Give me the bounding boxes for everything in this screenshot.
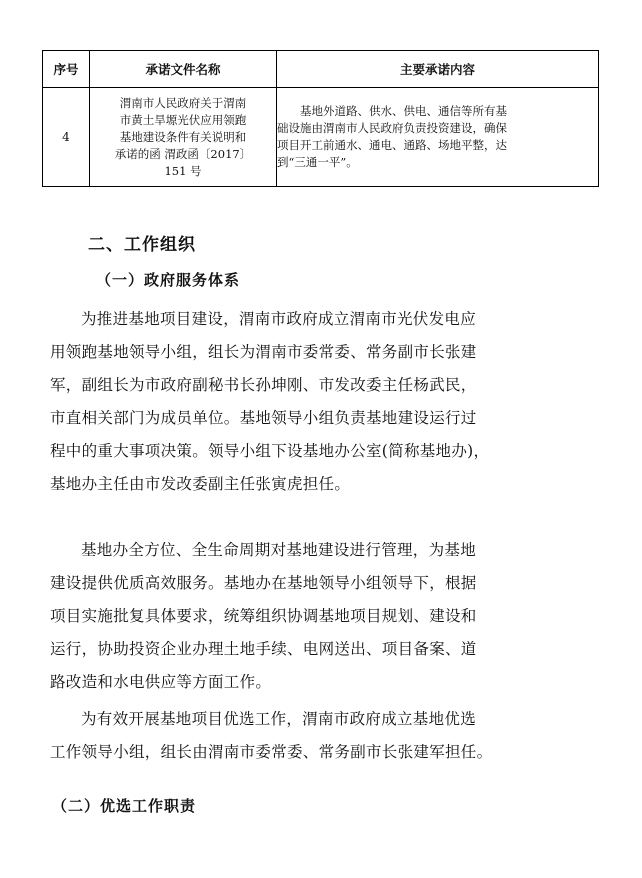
doc-name-line: 承诺的函 渭政函〔2017〕	[114, 146, 252, 161]
row-number: 4	[43, 88, 90, 187]
content-line: 基地外道路、供水、供电、通信等所有基	[300, 104, 507, 118]
section-heading: 二、工作组织	[88, 235, 196, 255]
paragraph-line: 工作领导小组，组长由渭南市委常委、常务副市长张建军担任。	[50, 743, 493, 761]
subsection-heading-selection-duties: （二）优选工作职责	[52, 797, 197, 815]
table-header-row	[43, 51, 599, 88]
paragraph-base-office	[50, 534, 596, 699]
paragraph-line: 建设提供优质高效服务。基地办在基地领导小组领导下，根据	[50, 574, 477, 592]
doc-name-line: 151 号	[164, 163, 202, 178]
subsection-heading-government-service: （一）政府服务体系	[96, 271, 241, 289]
header-main-content: 主要承诺内容	[277, 51, 599, 88]
paragraph-line: 用领跑基地领导小组，组长为渭南市委常委、常务副市长张建	[50, 343, 477, 361]
content-line: 项目开工前通水、通电、通路、场地平整，达	[277, 138, 507, 152]
paragraph-line: 为有效开展基地项目优选工作，渭南市政府成立基地优选	[81, 710, 477, 728]
commitment-table	[42, 50, 599, 187]
paragraph-line: 为推进基地项目建设，渭南市政府成立渭南市光伏发电应	[81, 310, 477, 328]
paragraph-line: 路改造和水电供应等方面工作。	[50, 673, 272, 691]
header-no: 序号	[43, 51, 90, 88]
row-document-name	[90, 88, 277, 187]
paragraph-line: 基地办主任由市发改委副主任张寅虎担任。	[50, 475, 351, 493]
content-line: 到“三通一平”。	[277, 155, 358, 169]
content-line: 础设施由渭南市人民政府负责投资建设，确保	[277, 121, 507, 135]
doc-name-line: 渭南市人民政府关于渭南	[119, 95, 247, 110]
header-document-name: 承诺文件名称	[90, 51, 277, 88]
paragraph-line: 市直相关部门为成员单位。基地领导小组负责基地建设运行过	[50, 409, 477, 427]
paragraph-line: 项目实施批复具体要求，统筹组织协调基地项目规划、建设和	[50, 607, 477, 625]
paragraph-leadership-group	[50, 303, 596, 501]
paragraph-line: 军，副组长为市政府副秘书长孙坤刚、市发改委主任杨武民，	[50, 376, 477, 394]
doc-name-line: 市黄土旱塬光伏应用领跑	[119, 112, 247, 127]
paragraph-line: 运行，协助投资企业办理土地手续、电网送出、项目备案、道	[50, 640, 477, 658]
paragraph-line: 程中的重大事项决策。领导小组下设基地办公室(简称基地办)，	[50, 442, 490, 460]
row-commitment-content	[277, 88, 599, 187]
paragraph-selection-group	[50, 703, 596, 769]
doc-name-line: 基地建设条件有关说明和	[119, 129, 247, 144]
table-row	[43, 88, 599, 187]
paragraph-line: 基地办全方位、全生命周期对基地建设进行管理，为基地	[81, 541, 477, 559]
